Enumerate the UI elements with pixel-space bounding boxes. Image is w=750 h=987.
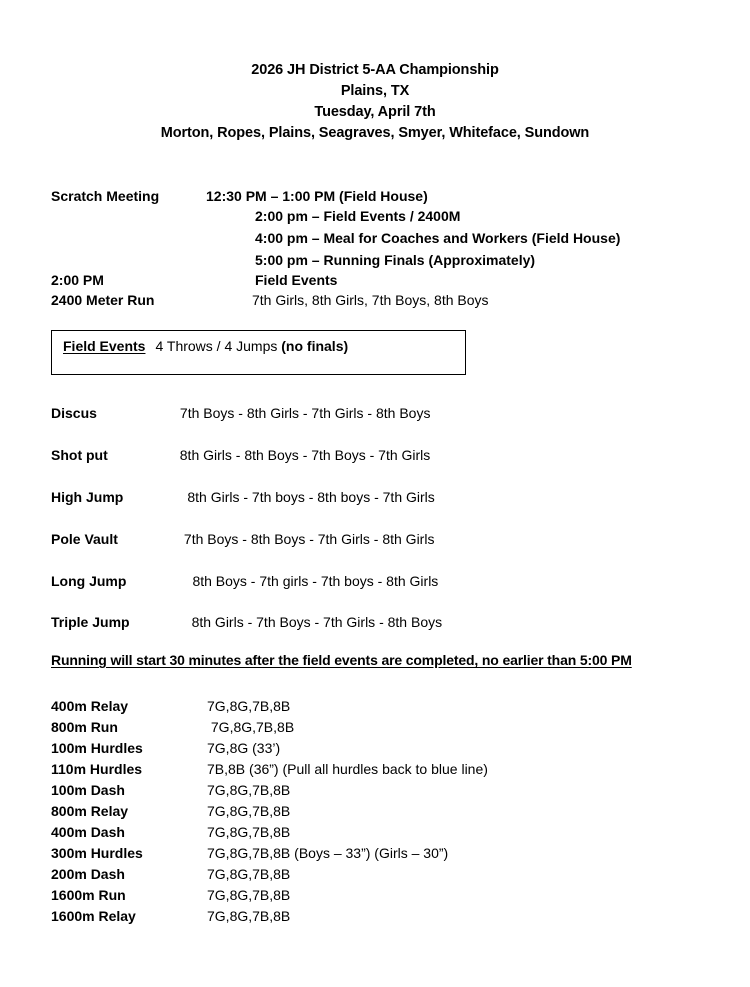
running-event-value: 7G,8G,7B,8B [207, 782, 291, 798]
running-event-label: 110m Hurdles [51, 761, 143, 777]
header-line-date: Tuesday, April 7th [314, 104, 436, 120]
schedule-label: Scratch Meeting [51, 188, 160, 204]
running-event-value: 7G,8G,7B,8B [207, 698, 291, 714]
running-event-row [51, 866, 290, 883]
schedule-row [51, 188, 741, 205]
field-event-row [51, 489, 741, 506]
field-event-value: 8th Girls - 7th boys - 8th boys - 7th Girls [187, 489, 435, 505]
document-header [0, 60, 750, 144]
running-event-row [51, 887, 290, 904]
header-line-title: 2026 JH District 5-AA Championship [251, 62, 499, 78]
field-event-row [51, 531, 741, 548]
field-event-label: Long Jump [51, 573, 127, 589]
schedule-value: Field Events [255, 272, 338, 288]
running-event-value: 7G,8G,7B,8B [207, 719, 295, 735]
field-event-label: Shot put [51, 447, 108, 463]
running-event-row [51, 908, 290, 925]
field-event-value: 7th Boys - 8th Boys - 7th Girls - 8th Girls [183, 531, 435, 547]
running-event-row [51, 698, 290, 715]
running-event-value: 7G,8G,7B,8B [207, 803, 291, 819]
running-event-row [51, 740, 280, 757]
running-event-label: 1600m Relay [51, 908, 136, 924]
running-event-label: 100m Dash [51, 782, 125, 798]
field-event-row [51, 573, 741, 590]
running-event-row [51, 824, 290, 841]
field-event-value: 8th Girls - 8th Boys - 7th Boys - 7th Girls [179, 447, 431, 463]
field-events-box-text [63, 337, 348, 355]
running-event-label: 100m Hurdles [51, 740, 143, 756]
field-event-label: High Jump [51, 489, 124, 505]
field-events-box-title: Field Events [63, 338, 146, 354]
schedule-row [51, 272, 741, 289]
running-event-value: 7G,8G,7B,8B (Boys – 33”) (Girls – 30”) [207, 845, 449, 861]
schedule-value: 7th Girls, 8th Girls, 7th Boys, 8th Boys [252, 292, 489, 308]
running-event-value: 7G,8G,7B,8B [207, 866, 291, 882]
field-events-box-subtitle: 4 Throws / 4 Jumps [155, 338, 278, 354]
schedule-value: 5:00 pm – Running Finals (Approximately) [255, 252, 536, 268]
field-event-row [51, 405, 741, 422]
schedule-row [51, 252, 741, 269]
field-events-box-note: (no finals) [281, 338, 349, 354]
field-event-label: Pole Vault [51, 531, 118, 547]
schedule-value: 2:00 pm – Field Events / 2400M [255, 208, 461, 224]
running-event-label: 1600m Run [51, 887, 126, 903]
schedule-label: 2400 Meter Run [51, 292, 155, 308]
field-event-row [51, 447, 741, 464]
field-event-label: Triple Jump [51, 614, 130, 630]
field-events-box [51, 330, 466, 375]
running-event-label: 400m Dash [51, 824, 125, 840]
running-event-label: 800m Run [51, 719, 118, 735]
running-event-value: 7G,8G (33’) [207, 740, 281, 756]
schedule-row [51, 208, 741, 225]
schedule-value: 12:30 PM – 1:00 PM (Field House) [206, 188, 428, 204]
field-event-value: 8th Boys - 7th girls - 7th boys - 8th Girls [192, 573, 439, 589]
running-event-value: 7G,8G,7B,8B [207, 824, 291, 840]
schedule-row [51, 292, 741, 309]
field-event-value: 7th Boys - 8th Girls - 7th Girls - 8th Boys [179, 405, 431, 421]
running-event-row [51, 845, 448, 862]
header-line-schools: Morton, Ropes, Plains, Seagraves, Smyer, Whiteface, Sundown [160, 125, 590, 141]
schedule-row [51, 230, 741, 247]
running-event-row [51, 803, 290, 820]
running-event-label: 400m Relay [51, 698, 129, 714]
schedule-value: 4:00 pm – Meal for Coaches and Workers (Field House) [255, 230, 621, 246]
running-start-heading: Running will start 30 minutes after the field events are completed, no earlier than 5:00 PM [51, 652, 632, 668]
header-line-location: Plains, TX [340, 83, 410, 99]
running-event-value: 7B,8B (36”) (Pull all hurdles back to blue line) [207, 761, 488, 777]
field-event-row [51, 614, 741, 631]
running-event-value: 7G,8G,7B,8B [207, 887, 291, 903]
running-event-row [51, 782, 290, 799]
running-event-label: 300m Hurdles [51, 845, 143, 861]
field-event-value: 8th Girls - 7th Boys - 7th Girls - 8th Boys [191, 614, 443, 630]
running-event-value: 7G,8G,7B,8B [207, 908, 291, 924]
running-event-label: 800m Relay [51, 803, 129, 819]
running-event-row [51, 719, 294, 736]
field-event-label: Discus [51, 405, 97, 421]
running-event-row [51, 761, 488, 778]
schedule-label: 2:00 PM [51, 272, 104, 288]
running-event-label: 200m Dash [51, 866, 125, 882]
